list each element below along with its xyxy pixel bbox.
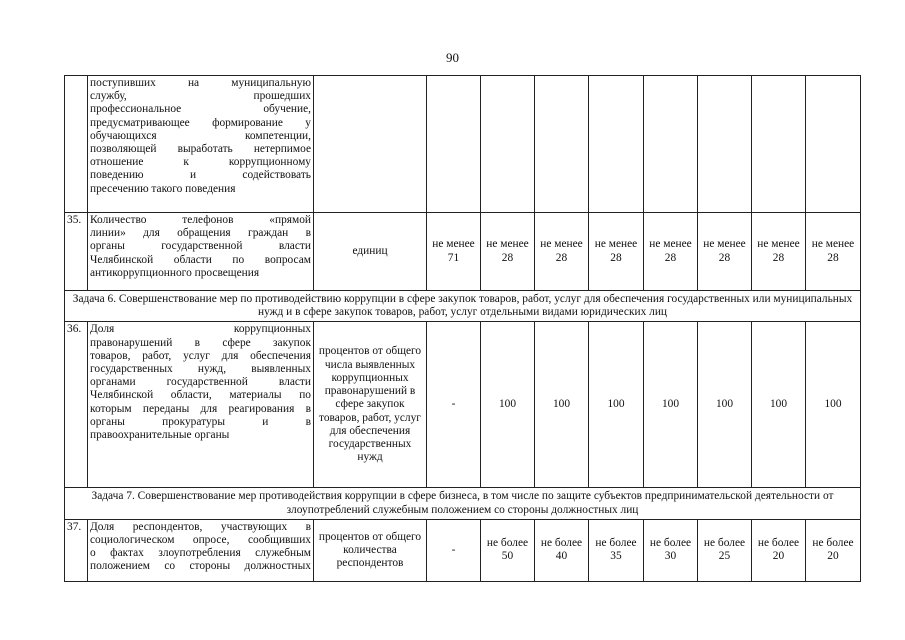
indicator-name-line: Доля коррупционных (90, 323, 311, 336)
value-cell: не менее 28 (644, 213, 698, 291)
value-cell: не менее 28 (806, 213, 861, 291)
value-cell: не менее 28 (535, 213, 589, 291)
table-row (65, 519, 861, 581)
indicator-name-line: поведению и содействовать (90, 169, 311, 182)
indicator-name-line: профессиональное обучение, (90, 103, 311, 116)
value-cell: 100 (589, 322, 644, 488)
indicator-name-line: линии» для обращения граждан в (90, 227, 311, 240)
indicator-name-line: о фактах злоупотребления служебным (90, 547, 311, 560)
indicator-name-line: правоохранительные органы (90, 429, 230, 442)
value-cell: не более 20 (752, 519, 806, 581)
indicator-name (88, 519, 314, 581)
indicators-table (64, 75, 861, 582)
indicator-name-line: товаров, работ, услуг для обеспечения (90, 349, 311, 362)
table-row (65, 76, 861, 213)
task-heading: Задача 7. Совершенствование мер противодействия коррупции в сфере бизнеса, в том числе по защите субъектов предпринимательской деятельности от злоупотреблений служебным положением со стороны должностных лиц (65, 488, 861, 519)
value-cell: 100 (481, 322, 535, 488)
value-cell: не менее 28 (589, 213, 644, 291)
value-cell (644, 76, 698, 213)
value-cell (589, 76, 644, 213)
indicator-name-line: антикоррупционного просвещения (90, 266, 260, 279)
task-heading: Задача 6. Совершенствование мер по противодействию коррупции в сфере закупок товаров, работ, услуг для обеспечения государственных или муниципальных нужд и в сфере закупок товаров, работ, услуг отдельными видами юридических лиц (65, 291, 861, 322)
value-cell (427, 76, 481, 213)
value-cell (481, 76, 535, 213)
indicator-name-line: поступивших на муниципальную (90, 77, 311, 89)
page-number: 90 (446, 50, 459, 65)
value-cell (752, 76, 806, 213)
value-cell: не менее 28 (481, 213, 535, 291)
table-row (65, 213, 861, 291)
value-cell: не менее 71 (427, 213, 481, 291)
value-cell (535, 76, 589, 213)
value-cell: 100 (752, 322, 806, 488)
indicator-name-line: государственных нужд, выявленных (90, 363, 311, 376)
row-number: 37. (65, 519, 88, 581)
value-cell: - (427, 519, 481, 581)
indicator-name-line: положением со стороны должностных (90, 560, 311, 573)
value-cell: не более 40 (535, 519, 589, 581)
unit-cell: процентов от общего числа выявленных коррупционных правонарушений в сфере закупок товаров, работ, услуг для обеспечения государственных нужд (314, 322, 427, 488)
value-cell: не более 35 (589, 519, 644, 581)
value-cell: не менее 28 (752, 213, 806, 291)
indicator-name-line: социологическом опросе, сообщивших (90, 534, 311, 547)
value-cell: - (427, 322, 481, 488)
value-cell: 100 (644, 322, 698, 488)
task-row (65, 291, 861, 322)
unit-cell: единиц (314, 213, 427, 291)
unit-cell (314, 76, 427, 213)
indicator-name (88, 322, 314, 488)
value-cell: не более 25 (698, 519, 752, 581)
indicator-name (88, 213, 314, 291)
value-cell: не более 20 (806, 519, 861, 581)
value-cell: не более 30 (644, 519, 698, 581)
indicator-name-line: пресечению такого поведения (90, 182, 236, 195)
indicator-name-line: обучающихся компетенции, (90, 129, 311, 142)
indicator-name (88, 76, 314, 213)
value-cell: 100 (698, 322, 752, 488)
row-number: 36. (65, 322, 88, 488)
indicator-name-line: Челябинской области, материалы по (90, 389, 311, 402)
value-cell: 100 (806, 322, 861, 488)
indicator-name-line: органы прокуратуры и в (90, 415, 311, 428)
indicator-name-line: правонарушений в сфере закупок (90, 336, 311, 349)
value-cell (806, 76, 861, 213)
unit-cell: процентов от общего количества респондентов (314, 519, 427, 581)
value-cell: не менее 28 (698, 213, 752, 291)
indicator-name-line: органами государственной власти (90, 376, 311, 389)
row-number: 35. (65, 213, 88, 291)
indicator-name-line: которым переданы для реагирования в (90, 402, 311, 415)
indicator-name-line: отношение к коррупционному (90, 156, 311, 169)
table-row (65, 322, 861, 488)
value-cell (698, 76, 752, 213)
indicator-name-line: органы государственной власти (90, 240, 311, 253)
indicator-name-line: Доля респондентов, участвующих в (90, 520, 311, 533)
indicator-name-line: Количество телефонов «прямой (90, 214, 311, 226)
indicator-name-line: службу, прошедших (90, 90, 311, 103)
value-cell: не более 50 (481, 519, 535, 581)
indicator-name-line: позволяющей выработать нетерпимое (90, 143, 311, 156)
row-number (65, 76, 88, 213)
indicator-name-line: Челябинской области по вопросам (90, 253, 311, 266)
indicator-name-line: предусматривающее формирование у (90, 116, 311, 129)
value-cell: 100 (535, 322, 589, 488)
task-row (65, 488, 861, 519)
